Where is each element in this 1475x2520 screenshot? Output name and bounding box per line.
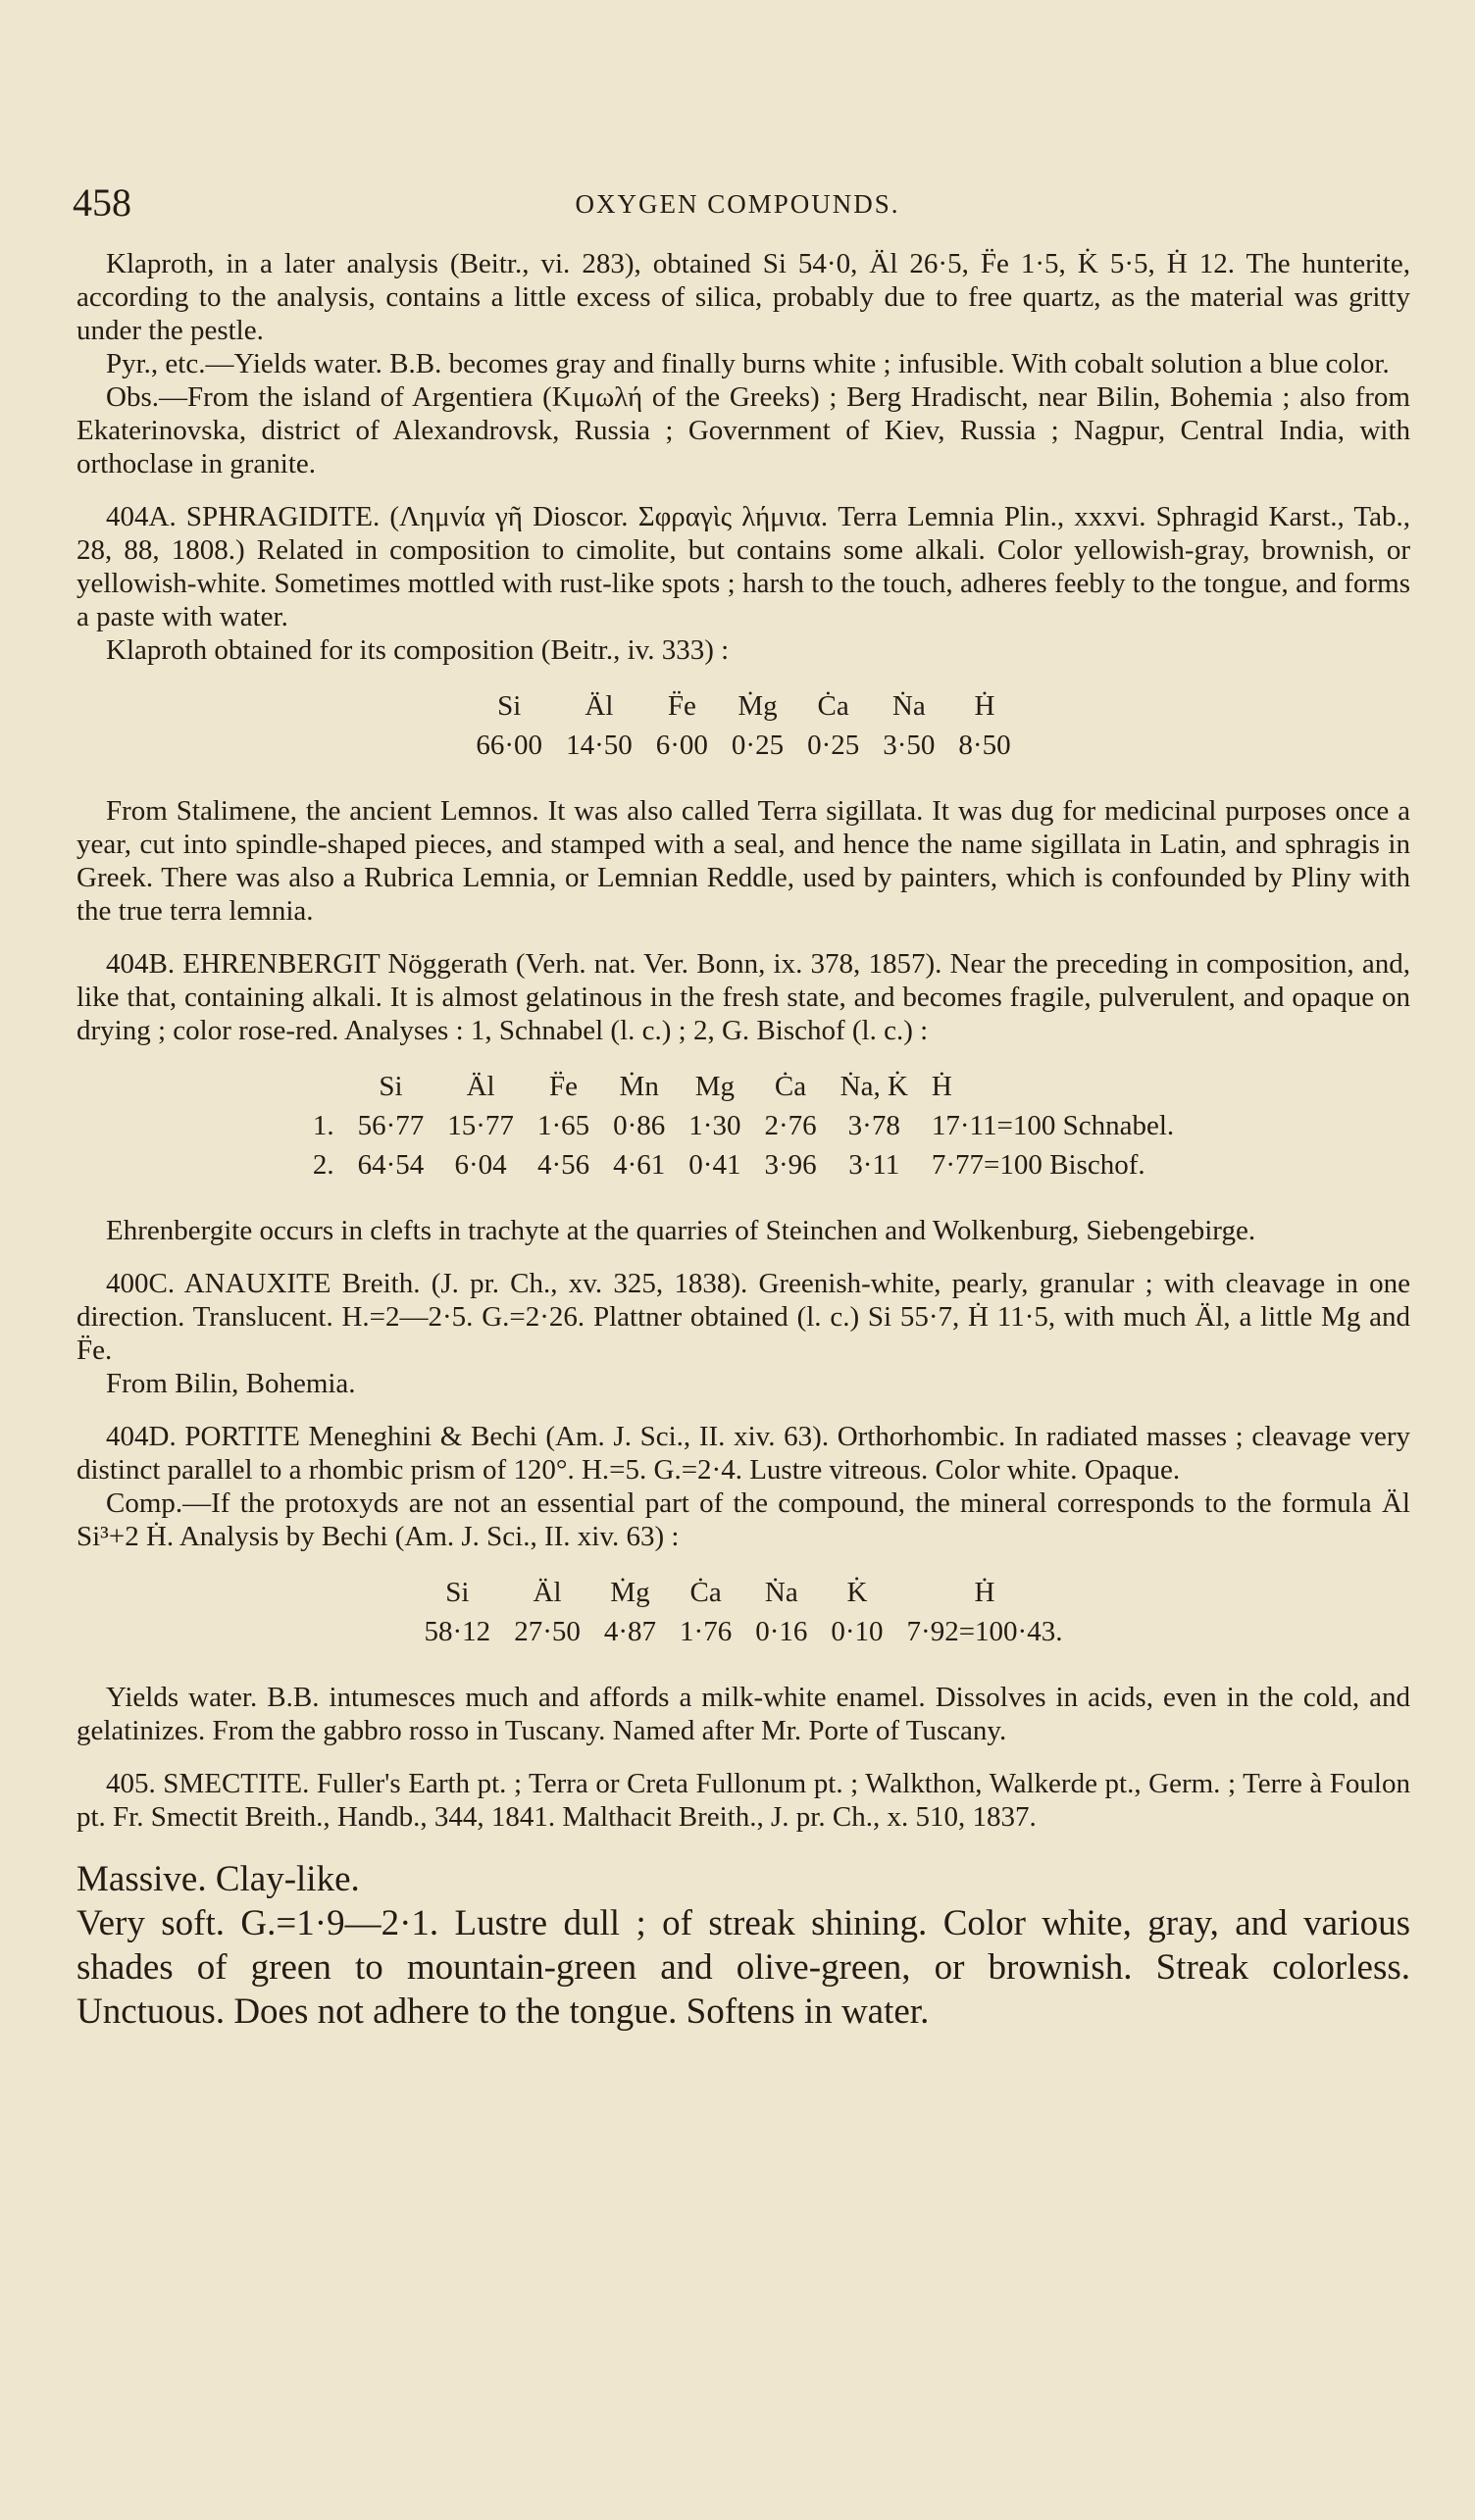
table-cell: 58·12 (424, 1616, 491, 1647)
table-header-cell: F̈e (667, 690, 696, 722)
table-cell: 0·25 (731, 730, 785, 761)
table-header-cell: Ṁg (610, 1577, 650, 1608)
table-header-cell: Mg (694, 1071, 736, 1102)
analysis-table-ehrenbergite (301, 1067, 1186, 1184)
table-header-cell: Ċa (774, 1071, 807, 1102)
table-cell: 0·10 (831, 1616, 884, 1647)
table-row (413, 1612, 1075, 1651)
table-header-cell: Ṁn (619, 1071, 659, 1102)
page-number: 458 (73, 180, 131, 225)
table-cell: 1·65 (536, 1110, 590, 1141)
table-cell: 7·77=100 Bischof. (931, 1149, 1145, 1181)
table-header-cell: F̈e (549, 1071, 579, 1102)
table-cell: 1·30 (688, 1110, 741, 1141)
analysis-table-portite (413, 1573, 1075, 1651)
table-cell: 0·16 (755, 1616, 808, 1647)
table-header-cell: Ṅa (764, 1577, 798, 1608)
table-header-cell: Ḣ (974, 1577, 995, 1608)
table-header-cell: Ṁg (738, 690, 778, 722)
page-header (73, 179, 1402, 225)
table-cell: 64·54 (357, 1149, 425, 1181)
table-cell: 7·92=100·43. (906, 1616, 1063, 1647)
table-cell: 3·78 (847, 1110, 900, 1141)
table-header-cell: Ḣ (974, 690, 995, 722)
table-header-cell: Ṅa (891, 690, 926, 722)
paragraph: Obs.—From the island of Argentiera (Κιμωλή of the Greeks) ; Berg Hradischt, near Bilin, Bohemia ; also from Ekaterinovska, district of Alexandrovsk, Russia ; Government of Kiev, Russia ; Nagpur, Central India, with orthoclase in granite. (76, 381, 1410, 479)
table-cell: 0·25 (807, 730, 860, 761)
table-header-row (464, 686, 1022, 726)
paragraph: Ehrenbergite occurs in clefts in trachyte at the quarries of Steinchen and Wolkenburg, Siebengebirge. (106, 1215, 1256, 1246)
table-header-cell: Äl (533, 1577, 562, 1608)
table-cell: 14·50 (566, 730, 633, 761)
table-cell: 3·11 (848, 1149, 900, 1181)
table-header-cell: Ḣ (931, 1071, 952, 1102)
paragraph: From Stalimene, the ancient Lemnos. It was also called Terra sigillata. It was dug for medicinal purposes once a year, cut into spindle-shaped pieces, and stamped with a seal, and hence the name sigillata in Latin, and sphragis in Greek. There was also a Rubrica Lemnia, or Lemnian Reddle, used by painters, which is confounded by Pliny with the true terra lemnia. (76, 795, 1410, 927)
table-header-cell: Si (379, 1071, 403, 1102)
table-cell: 1. (312, 1110, 334, 1141)
paragraph: Very soft. G.=1·9—2·1. Lustre dull ; of streak shining. Color white, gray, and various shades of green to mountain-green and olive-green, or brownish. Streak colorless. Unctuous. Does not adhere to the tongue. Softens in water. (76, 1903, 1410, 2032)
paragraph: Klaproth obtained for its composition (Beitr., iv. 333) : (106, 634, 730, 666)
table-cell: 66·00 (476, 730, 543, 761)
table-header-row (301, 1067, 1186, 1106)
table-cell: 56·77 (357, 1110, 425, 1141)
table-header-row (413, 1573, 1075, 1612)
table-cell: 2. (312, 1149, 334, 1181)
species-description (76, 1857, 1410, 2034)
paragraph: Massive. Clay-like. (76, 1859, 360, 1899)
table-cell: 4·87 (603, 1616, 657, 1647)
table-cell: 6·04 (454, 1149, 507, 1181)
table-cell: 1·76 (680, 1616, 733, 1647)
table-cell: 3·50 (883, 730, 936, 761)
table-header-cell: Si (497, 690, 522, 722)
paragraph: Pyr., etc.—Yields water. B.B. becomes gray and finally burns white ; infusible. With cobalt solution a blue color. (106, 348, 1390, 379)
running-head: OXYGEN COMPOUNDS. (575, 189, 900, 219)
table-header-cell: Ċa (689, 1577, 722, 1608)
table-cell: 6·00 (655, 730, 708, 761)
table-header-cell: K̇ (846, 1577, 868, 1608)
paragraph: 400C. ANAUXITE Breith. (J. pr. Ch., xv. 325, 1838). Greenish-white, pearly, granular ; with cleavage in one direction. Translucent. H.=2—2·5. G.=2·26. Plattner obtained (l. c.) Si 55·7, Ḣ 11·5, with much Äl, a little Mg and F̈e. (76, 1268, 1410, 1366)
table-header-cell: Ṅa, K̇ (839, 1071, 908, 1102)
paragraph: 404D. PORTITE Meneghini & Bechi (Am. J. Sci., II. xiv. 63). Orthorhombic. In radiated masses ; cleavage very distinct parallel to a rhombic prism of 120°. H.=5. G.=2·4. Lustre vitreous. Color white. Opaque. (76, 1421, 1410, 1486)
table-header-cell: Si (445, 1577, 470, 1608)
table-cell: 17·11=100 Schnabel. (931, 1110, 1175, 1141)
table-header-cell: Äl (466, 1071, 495, 1102)
paragraph: Yields water. B.B. intumesces much and affords a milk-white enamel. Dissolves in acids, even in the cold, and gelatinizes. From the gabbro rosso in Tuscany. Named after Mr. Porte of Tuscany. (76, 1682, 1410, 1746)
analysis-table-sphragidite (464, 686, 1022, 765)
paragraph: Klaproth, in a later analysis (Beitr., vi. 283), obtained Si 54·0, Äl 26·5, F̈e 1·5, K̇ 5·5, Ḣ 12. The hunterite, according to the analysis, contains a little excess of silica, probably due to free quartz, as the material was gritty under the pestle. (76, 248, 1410, 346)
table-cell: 15·77 (447, 1110, 514, 1141)
table-cell: 4·56 (536, 1149, 590, 1181)
table-cell: 4·61 (613, 1149, 666, 1181)
table-row (301, 1106, 1186, 1145)
table-cell: 2·76 (764, 1110, 817, 1141)
table-cell: 27·50 (514, 1616, 581, 1647)
paragraph: 404B. EHRENBERGIT Nöggerath (Verh. nat. Ver. Bonn, ix. 378, 1857). Near the preceding in composition, and, like that, containing alkali. It is almost gelatinous in the fresh state, and becomes fragile, pulverulent, and opaque on drying ; color rose-red. Analyses : 1, Schnabel (l. c.) ; 2, G. Bischof (l. c.) : (76, 948, 1410, 1046)
table-row (301, 1145, 1186, 1184)
table-header-cell: Äl (585, 690, 614, 722)
table-cell: 0·86 (613, 1110, 666, 1141)
table-cell: 0·41 (688, 1149, 741, 1181)
table-header-cell: Ċa (817, 690, 849, 722)
table-cell: 3·96 (764, 1149, 817, 1181)
paragraph: Comp.—If the protoxyds are not an essential part of the compound, the mineral corresponds to the formula Äl Si³+2 Ḣ. Analysis by Bechi (Am. J. Sci., II. xiv. 63) : (76, 1487, 1410, 1552)
paragraph: 405. SMECTITE. Fuller's Earth pt. ; Terra or Creta Fullonum pt. ; Walkthon, Walkerde pt., Germ. ; Terre à Foulon pt. Fr. Smectit Breith., Handb., 344, 1841. Malthacit Breith., J. pr. Ch., x. 510, 1837. (76, 1768, 1410, 1833)
table-header-cell (301, 1067, 346, 1106)
page-body (76, 247, 1410, 2034)
paragraph: From Bilin, Bohemia. (106, 1368, 356, 1399)
table-cell: 8·50 (958, 730, 1011, 761)
paragraph: 404A. SPHRAGIDITE. (Λημνία γῆ Dioscor. Σφραγὶς λήμνια. Terra Lemnia Plin., xxxvi. Sphragid Karst., Tab., 28, 88, 1808.) Related in composition to cimolite, but contains some alkali. Color yellowish-gray, brownish, or yellowish-white. Sometimes mottled with rust-like spots ; harsh to the touch, adheres feebly to the tongue, and forms a paste with water. (76, 501, 1410, 632)
table-row (464, 726, 1022, 765)
